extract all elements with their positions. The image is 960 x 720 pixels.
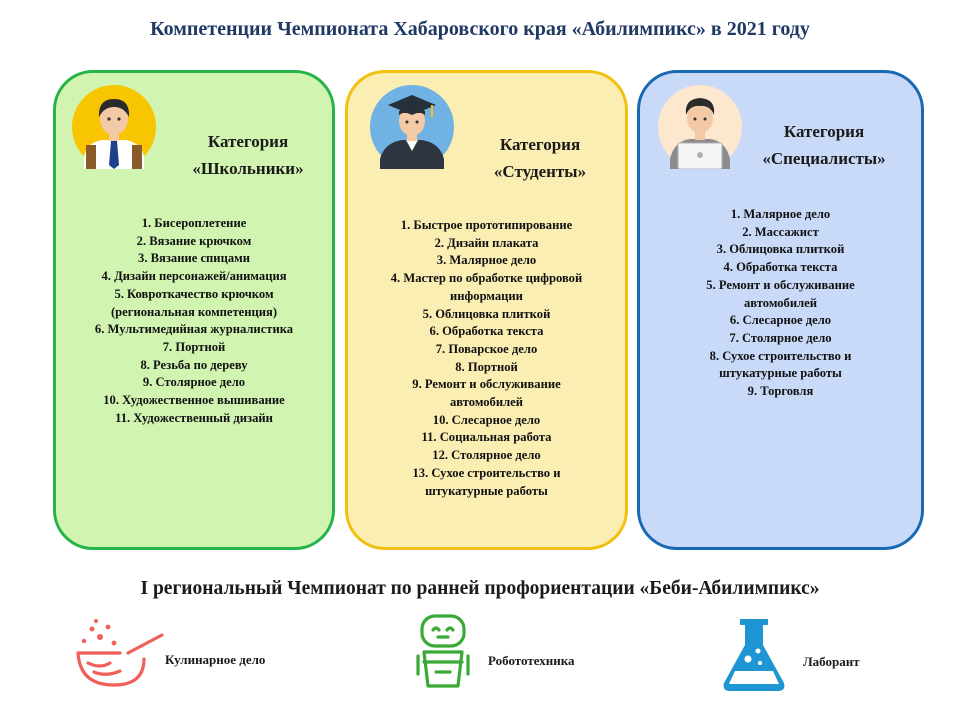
competency-item: 7. Портной [162, 339, 226, 354]
competency-item: 4. Мастер по обработке цифровой [390, 271, 583, 286]
baby-competency-label: Робототехника [488, 653, 575, 668]
competency-item: штукатурные работы [719, 366, 842, 381]
competency-item: 8. Сухое строительство и [709, 348, 852, 363]
competency-item: штукатурные работы [425, 483, 548, 498]
competency-item: 1. Малярное дело [730, 207, 831, 221]
category-name: «Студенты» [493, 162, 587, 181]
category-heading: Категория [207, 132, 289, 151]
category-card-specialists [637, 70, 924, 550]
cooking-pan-icon [70, 615, 165, 693]
competency-item: 9. Ремонт и обслуживание [412, 377, 561, 392]
category-name: «Специалисты» [762, 149, 886, 168]
competency-item: автомобилей [743, 295, 818, 310]
competency-item: 2. Дизайн плаката [434, 235, 539, 250]
competency-item: 3. Малярное дело [436, 253, 537, 268]
competency-item: 8. Резьба по дереву [140, 357, 248, 372]
competency-item: 4. Дизайн персонажей/анимация [101, 269, 287, 284]
competency-item: 5. Ремонт и обслуживание [706, 277, 855, 292]
competency-item: 4. Обработка текста [723, 260, 838, 275]
lab-flask-icon [720, 615, 788, 693]
competency-item: (региональная компетенция) [110, 304, 278, 319]
robot-icon [416, 612, 471, 694]
graduate-avatar-icon [370, 85, 454, 169]
competency-item: 3. Облицовка плиткой [716, 242, 845, 257]
competency-item: 7. Поварское дело [435, 341, 538, 356]
competency-item: 8. Портной [455, 359, 518, 374]
competency-item: 3. Вязание спицами [138, 251, 250, 266]
schoolboy-avatar-icon [72, 85, 156, 169]
competency-item: 6. Мультимедийная журналистика [94, 322, 294, 337]
competency-item: 2. Вязание крючком [136, 233, 252, 248]
page-title: Компетенции Чемпионата Хабаровского края «Абилимпикс» в 2021 году [150, 18, 810, 40]
category-heading: Категория [499, 135, 581, 154]
competency-item: 12. Столярное дело [432, 448, 541, 463]
competency-item: 5. Облицовка плиткой [422, 306, 551, 321]
competency-item: 1. Бисероплетение [141, 216, 247, 230]
baby-competency-label: Кулинарное дело [165, 652, 266, 667]
baby-abilympics-subtitle: I региональный Чемпионат по ранней профориентации «Беби-Абилимпикс» [140, 578, 820, 599]
competency-item: 9. Торговля [747, 384, 814, 399]
competency-item: 7. Столярное дело [729, 330, 832, 345]
competency-item: 5. Ковроткачество крючком [114, 286, 274, 301]
category-card-schoolchildren [53, 70, 335, 550]
category-name: «Школьники» [192, 159, 304, 178]
competency-item: 11. Социальная работа [421, 430, 552, 445]
specialist-laptop-avatar-icon [658, 85, 742, 169]
category-heading: Категория [783, 122, 865, 141]
baby-competency-label: Лаборант [803, 654, 860, 669]
competency-item: 6. Слесарное дело [729, 313, 832, 328]
competency-item: 10. Слесарное дело [432, 412, 541, 427]
competency-item: 2. Массажист [742, 224, 819, 239]
competency-item: 11. Художественный дизайн [115, 410, 273, 425]
category-card-students [345, 70, 628, 550]
competency-item: 1. Быстрое прототипирование [400, 218, 573, 232]
competency-item: 13. Сухое строительство и [412, 465, 561, 480]
competency-item: автомобилей [449, 395, 524, 410]
competency-item: 9. Столярное дело [142, 375, 246, 390]
competency-item: 10. Художественное вышивание [103, 393, 285, 408]
competency-item: информации [450, 288, 523, 303]
competency-item: 6. Обработка текста [429, 324, 544, 339]
